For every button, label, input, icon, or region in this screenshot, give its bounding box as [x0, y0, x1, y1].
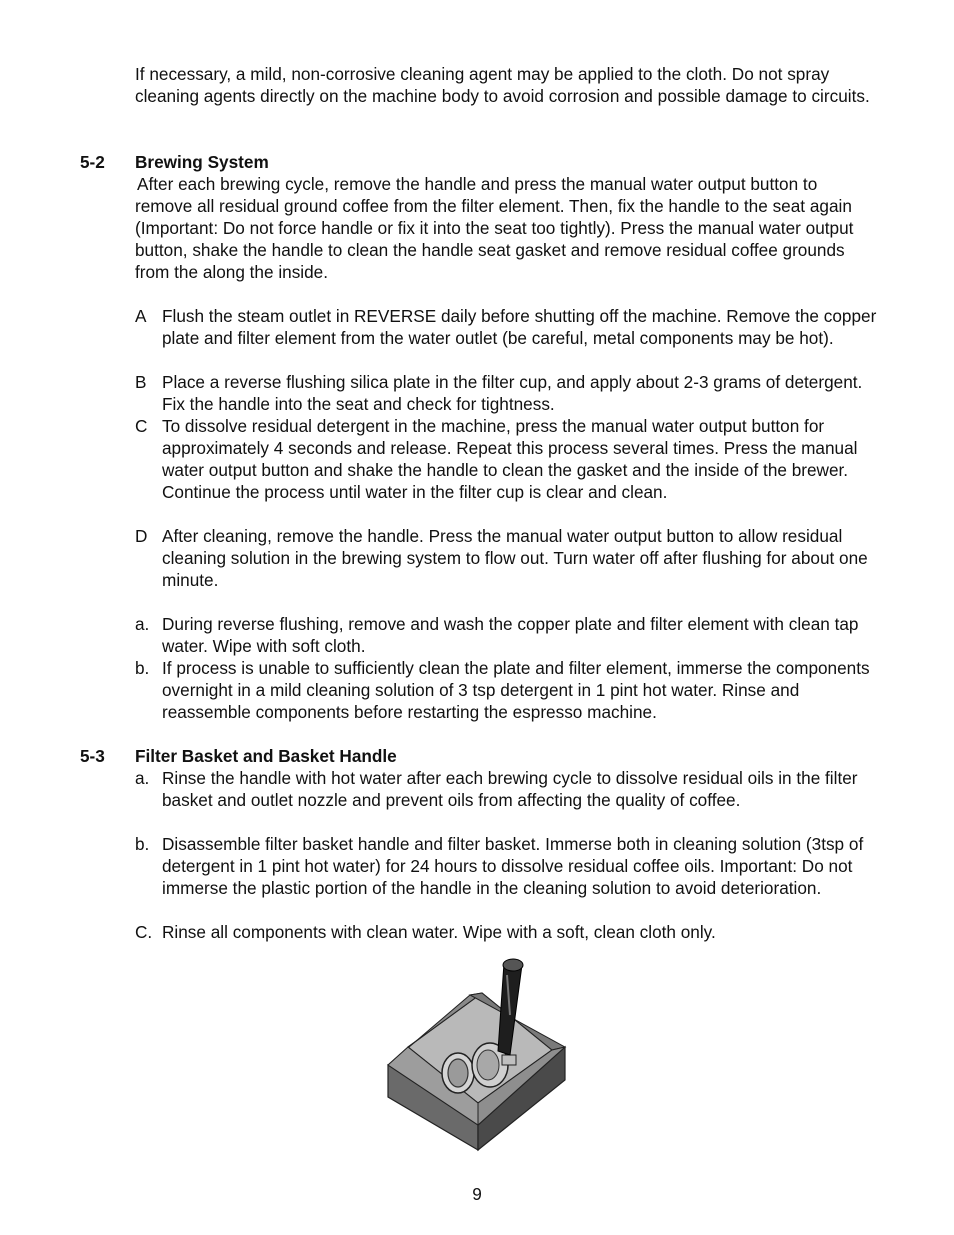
list-marker: b.	[135, 834, 150, 854]
list-marker: D	[135, 526, 148, 546]
page-number: 9	[472, 1184, 482, 1204]
section-title: Brewing System	[135, 152, 269, 172]
list-text: During reverse flushing, remove and wash the copper plate and filter element with clean tap water. Wipe with soft cloth.	[162, 614, 859, 656]
section-number: 5-2	[80, 152, 105, 172]
list-marker: a.	[135, 614, 150, 634]
list-marker: b.	[135, 658, 150, 678]
list-text: Rinse the handle with hot water after each brewing cycle to dissolve residual oils in the filter basket and outlet nozzle and prevent oils from affecting the quality of coffee.	[162, 768, 858, 810]
list-marker: B	[135, 372, 147, 392]
list-marker: A	[135, 306, 147, 326]
list-text: To dissolve residual detergent in the machine, press the manual water output button for approximately 4 seconds and release. Repeat this process several times. Press the manual water output button and shake the handle to clean the gasket and the inside of the brewer. Continue the process until water in the filter cup is clear and clean.	[162, 416, 858, 502]
list-text: Flush the steam outlet in REVERSE daily before shutting off the machine. Remove the copper plate and filter element from the water outlet (be careful, metal components may be hot).	[162, 306, 877, 348]
section-title: Filter Basket and Basket Handle	[135, 746, 397, 766]
list-text: Rinse all components with clean water. Wipe with a soft, clean cloth only.	[162, 922, 716, 942]
list-marker: C	[135, 416, 148, 436]
list-text: Disassemble filter basket handle and filter basket. Immerse both in cleaning solution (3tsp of detergent in 1 pint hot water) for 24 hours to dissolve residual coffee oils. Important: Do not immerse the plastic portion of the handle in the cleaning solution to avoid deterioration.	[162, 834, 864, 898]
list-text: After cleaning, remove the handle. Press the manual water output button to allow residual cleaning solution in the brewing system to flow out. Turn water off after flushing for about one minute.	[162, 526, 868, 590]
section-number: 5-3	[80, 746, 105, 766]
list-text: Place a reverse flushing silica plate in the filter cup, and apply about 2-3 grams of detergent. Fix the handle into the seat and check for tightness.	[162, 372, 863, 414]
list-text: If process is unable to sufficiently clean the plate and filter element, immerse the components overnight in a mild cleaning solution of 3 tsp detergent in 1 pint hot water. Rinse and reassemble components before restarting the espresso machine.	[162, 658, 870, 722]
section-body: After each brewing cycle, remove the handle and press the manual water output button to remove all residual ground coffee from the filter element. Then, fix the handle to the seat again (Important: Do not force handle or fix it into the seat too tightly). Press the manual water output button, shake the handle to clean the handle seat gasket and remove residual coffee grounds from the along the inside.	[135, 174, 854, 282]
intro-paragraph: If necessary, a mild, non-corrosive cleaning agent may be applied to the cloth. Do not spray cleaning agents directly on the machine body to avoid corrosion and possible damage to circuits.	[135, 64, 870, 106]
list-marker: C.	[135, 922, 153, 942]
list-marker: a.	[135, 768, 150, 788]
cleaning-tray-illustration	[380, 955, 580, 1155]
